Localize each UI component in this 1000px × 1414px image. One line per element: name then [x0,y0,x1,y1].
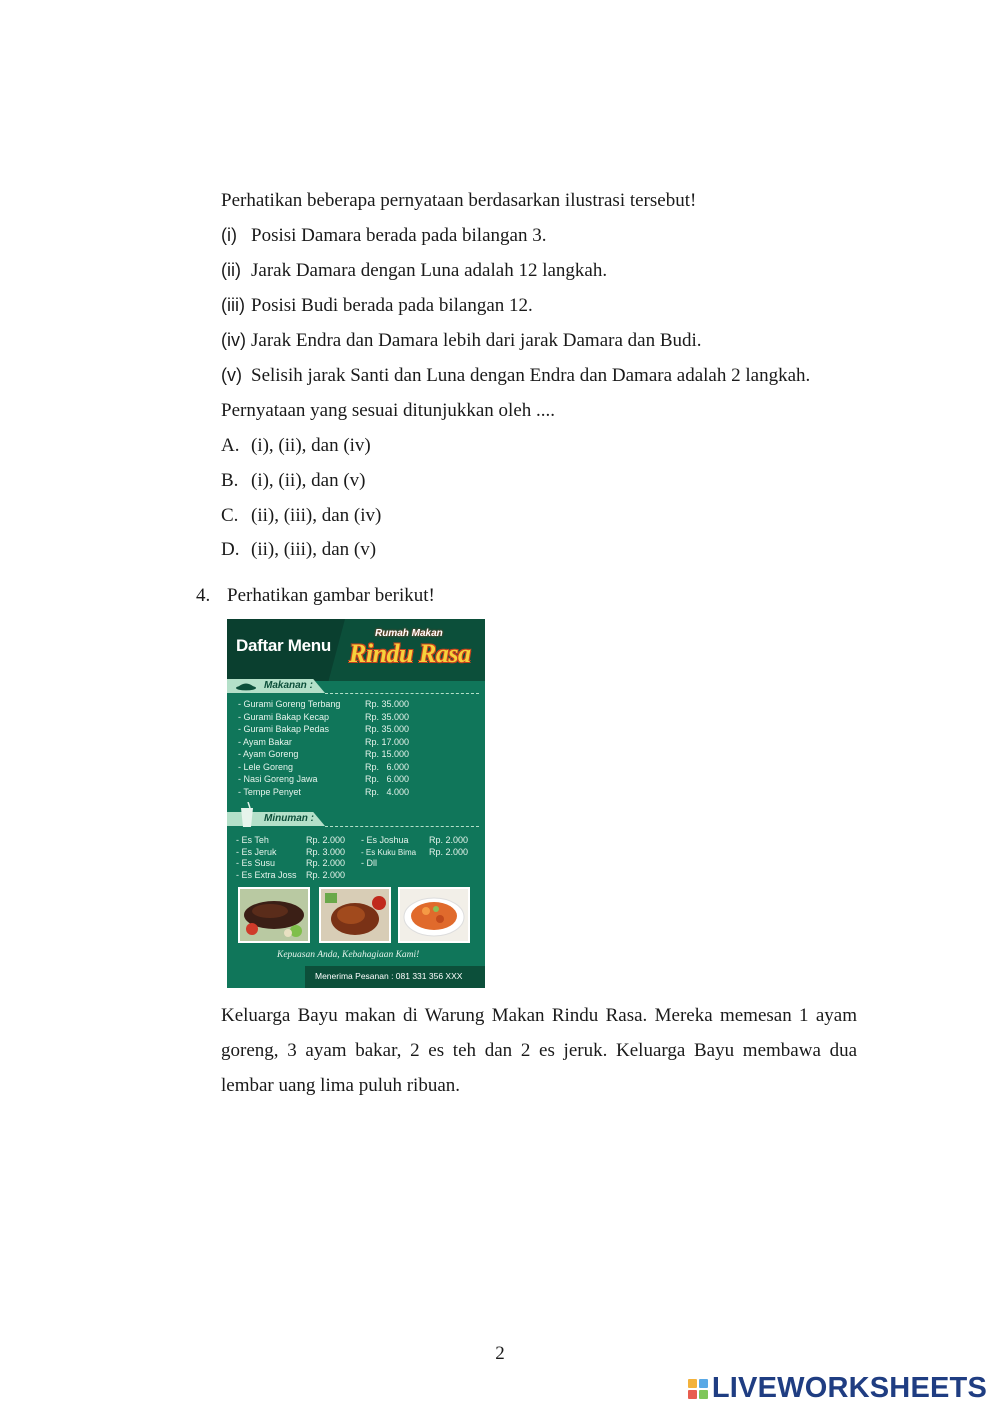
menu-title: Daftar Menu [236,636,331,655]
food-divider [325,693,479,694]
fried-chicken-photo [319,887,391,943]
food-item-name: - Nasi Goreng Jawa [238,774,318,784]
question-4-heading [196,585,435,607]
food-item-name: - Gurami Bakap Kecap [238,711,330,722]
statement-item [221,365,810,387]
drink-item-name: - Es Joshua [361,835,409,845]
statement-item [221,295,533,317]
drink-section-label: Minuman : [264,813,314,824]
food-plate-icon [235,680,257,691]
option-b[interactable] [221,470,365,492]
option-c[interactable] [221,505,381,527]
liveworksheets-wordmark: LIVEWORKSHEETS [711,1372,987,1404]
menu-slogan: Kepuasan Anda, Kebahagiaan Kami! [277,950,420,960]
statement-number: (v) [221,365,242,385]
drink-item-name: - Es Kuku Bima [361,847,417,857]
option-text: (i), (ii), dan (v) [251,470,366,491]
drink-item-price: Rp. 3.000 [306,846,346,857]
drink-divider [325,826,479,827]
option-text: (i), (ii), dan (iv) [251,435,371,456]
food-item-name: - Gurami Goreng Terbang [238,699,341,709]
food-section-label: Makanan : [264,680,313,691]
food-item-price: Rp. 6.000 [365,774,410,784]
option-text: (ii), (iii), dan (iv) [251,505,382,526]
food-item-name: - Ayam Bakar [238,736,292,747]
question-number: 4. [196,585,211,606]
menu-subtitle: Rumah Makan [375,628,443,639]
drink-item-name: - Es Susu [236,858,276,868]
option-text: (ii), (iii), dan (v) [251,539,377,560]
question-text: Perhatikan gambar berikut! [227,585,435,606]
statement-number: (iii) [221,295,245,315]
food-item-price: Rp. 4.000 [365,786,410,797]
statements-intro: Perhatikan beberapa pernyataan berdasarkan ilustrasi tersebut! [221,190,697,211]
menu-brand-logo: Rindu Rasa [349,639,471,668]
drink-item-name: - Es Teh [236,835,269,845]
food-item-name: - Lele Goreng [238,761,294,772]
drink-item-name: - Dll [361,858,377,868]
statement-text: Posisi Budi berada pada bilangan 12. [251,295,533,316]
food-item-name: - Ayam Goreng [238,749,299,759]
menu-footer-contact: Menerima Pesanan : 081 331 356 XXX [315,971,463,981]
liveworksheets-logo-icon [688,1379,708,1399]
menu-poster [227,619,485,988]
statement-item [221,330,702,352]
food-item-name: - Tempe Penyet [238,786,301,797]
food-item-price: Rp. 35.000 [365,724,410,734]
drink-glass-icon [239,802,255,828]
option-letter: B. [221,470,239,491]
statement-number: (i) [221,225,237,245]
drink-item-price: Rp. 2.000 [306,869,346,880]
liveworksheets-watermark [688,1372,987,1405]
option-a[interactable] [221,435,371,457]
statement-number: (iv) [221,330,246,350]
drink-item-name: - Es Jeruk [236,846,277,857]
statement-item [221,225,546,247]
drink-item-price: Rp. 2.000 [429,835,469,845]
food-item-name: - Gurami Bakap Pedas [238,724,330,734]
food-item-price: Rp. 35.000 [365,711,410,722]
option-d[interactable] [221,539,376,561]
option-letter: A. [221,435,240,456]
statement-text: Selisih jarak Santi dan Luna dengan Endra dan Damara adalah 2 langkah. [251,365,811,386]
drink-item-name: - Es Extra Joss [236,869,297,880]
food-item-price: Rp. 15.000 [365,749,410,759]
food-item-price: Rp. 17.000 [365,736,410,747]
drink-item-price: Rp. 2.000 [306,858,346,868]
fried-rice-photo [398,887,470,943]
statement-item [221,260,607,282]
option-letter: D. [221,539,240,560]
page-number: 2 [495,1343,505,1364]
food-item-price: Rp. 35.000 [365,699,410,709]
statement-text: Posisi Damara berada pada bilangan 3. [251,225,547,246]
statement-number: (ii) [221,260,241,280]
story-paragraph: Keluarga Bayu makan di Warung Makan Rindu Rasa. Mereka memesan 1 ayam goreng, 3 ayam bakar, 2 es teh dan 2 es jeruk. Keluarga Bayu membawa dua lembar uang lima puluh ribuan. [221,1005,857,1096]
grilled-fish-photo [238,887,310,943]
statement-text: Jarak Endra dan Damara lebih dari jarak Damara dan Budi. [251,330,702,351]
drink-item-price: Rp. 2.000 [429,846,469,857]
question-prompt: Pernyataan yang sesuai ditunjukkan oleh .... [221,400,556,421]
drink-item-price: Rp. 2.000 [306,835,346,845]
food-item-price: Rp. 6.000 [365,761,410,772]
statement-text: Jarak Damara dengan Luna adalah 12 langkah. [251,260,608,281]
option-letter: C. [221,505,239,526]
